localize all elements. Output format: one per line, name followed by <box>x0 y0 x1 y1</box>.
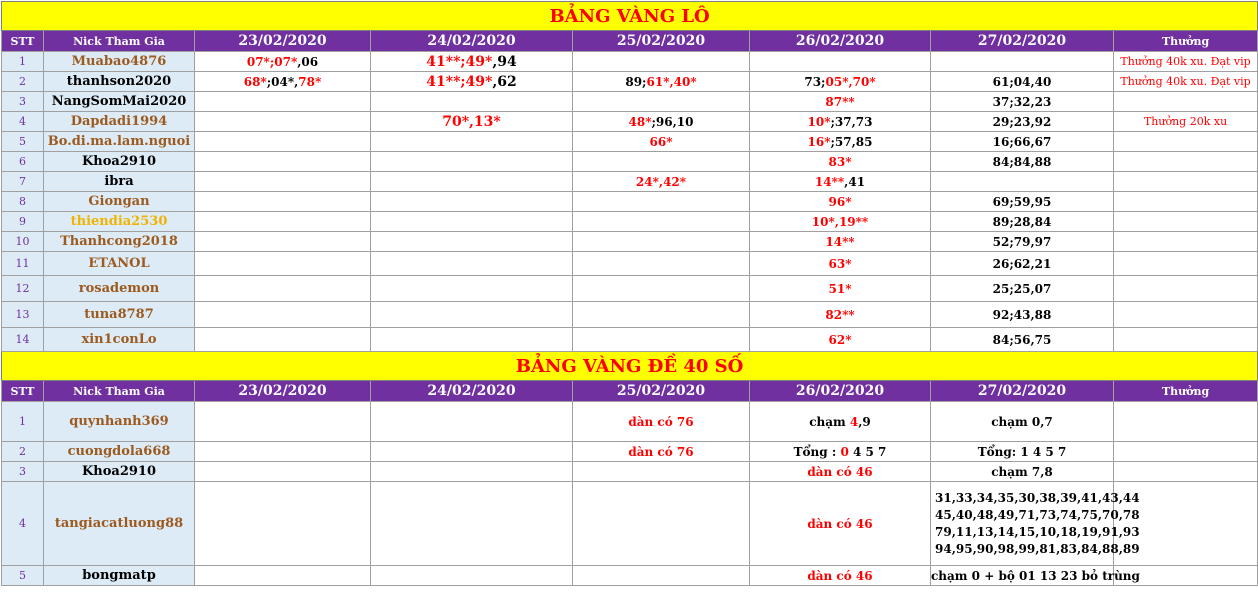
bang-vang-lo-table <box>1 1 1258 586</box>
result-cell-2 <box>371 192 573 212</box>
result-part: ,62 <box>492 73 517 90</box>
result-cell-3 <box>573 252 750 276</box>
result-part: 14** <box>814 174 845 189</box>
row-stt: 4 <box>2 482 44 566</box>
result-part: 4 5 7 <box>848 444 887 459</box>
result-part: 24*,42* <box>635 174 687 189</box>
reward-cell: Thưởng 20k xu <box>1114 112 1258 132</box>
result-cell-1 <box>195 72 371 92</box>
reward-cell: Thưởng 40k xu. Đạt vip <box>1114 72 1258 92</box>
result-cell-2 <box>371 252 573 276</box>
result-cell-3 <box>573 92 750 112</box>
table-row <box>2 276 1258 302</box>
result-cell-3 <box>573 276 750 302</box>
table-row <box>2 212 1258 232</box>
nick-cell: cuongdola668 <box>44 442 195 462</box>
result-cell-2 <box>371 52 573 72</box>
number-line: 45,40,48,49,71,73,74,75,70,78 <box>935 507 1140 522</box>
result-part: 82** <box>825 307 855 322</box>
result-cell-3 <box>573 52 750 72</box>
reward-cell <box>1114 442 1258 462</box>
result-cell-4 <box>750 172 931 192</box>
row-stt: 1 <box>2 52 44 72</box>
table-row <box>2 462 1258 482</box>
result-cell-5: 29;23,92 <box>931 112 1114 132</box>
row-stt: 3 <box>2 462 44 482</box>
result-cell-4 <box>750 192 931 212</box>
header-date-2: 24/02/2020 <box>371 381 573 402</box>
nick-cell: rosademon <box>44 276 195 302</box>
header-stt: STT <box>2 31 44 52</box>
table-row <box>2 52 1258 72</box>
table-row <box>2 172 1258 192</box>
nick-cell: xin1conLo <box>44 328 195 352</box>
result-cell-1 <box>195 232 371 252</box>
result-cell-3 <box>573 152 750 172</box>
nick-cell: Khoa2910 <box>44 152 195 172</box>
result-cell-3 <box>573 402 750 442</box>
table-row <box>2 302 1258 328</box>
row-stt: 13 <box>2 302 44 328</box>
reward-cell <box>1114 328 1258 352</box>
table-row <box>2 112 1258 132</box>
result-cell-2 <box>371 152 573 172</box>
reward-cell <box>1114 92 1258 112</box>
result-part: 66* <box>649 134 673 149</box>
number-line: 94,95,90,98,99,81,83,84,88,89 <box>935 541 1140 556</box>
reward-cell <box>1114 152 1258 172</box>
row-stt: 9 <box>2 212 44 232</box>
result-cell-4 <box>750 212 931 232</box>
result-cell-4 <box>750 232 931 252</box>
result-cell-4 <box>750 112 931 132</box>
result-cell-1 <box>195 402 371 442</box>
result-part: 41**;49* <box>426 73 493 90</box>
result-part: 68* <box>243 74 267 89</box>
result-part: 4 <box>849 414 859 429</box>
result-cell-3 <box>573 172 750 192</box>
reward-cell <box>1114 402 1258 442</box>
result-part: ,9 <box>858 414 871 429</box>
result-part: ;04*, <box>266 74 299 89</box>
table-row <box>2 482 1258 566</box>
result-part: 10* <box>807 114 831 129</box>
result-cell-4 <box>750 152 931 172</box>
result-cell-2 <box>371 92 573 112</box>
result-cell-2 <box>371 212 573 232</box>
result-part: ,06 <box>297 54 319 69</box>
nick-cell: Bo.di.ma.lam.nguoi <box>44 132 195 152</box>
result-cell-4 <box>750 52 931 72</box>
result-cell-5: 61;04,40 <box>931 72 1114 92</box>
row-stt: 4 <box>2 112 44 132</box>
result-cell-3 <box>573 462 750 482</box>
result-part: ;57,85 <box>830 134 873 149</box>
header-date-5: 27/02/2020 <box>931 31 1114 52</box>
result-cell-4 <box>750 276 931 302</box>
result-cell-5 <box>931 52 1114 72</box>
result-cell-5: chạm 7,8 <box>931 462 1114 482</box>
result-cell-1 <box>195 566 371 586</box>
result-cell-5: chạm 0,7 <box>931 402 1114 442</box>
result-cell-4 <box>750 482 931 566</box>
row-stt: 12 <box>2 276 44 302</box>
result-cell-4 <box>750 302 931 328</box>
reward-cell <box>1114 132 1258 152</box>
result-cell-3 <box>573 232 750 252</box>
result-cell-3 <box>573 482 750 566</box>
result-part: dàn có 46 <box>807 516 873 531</box>
reward-cell <box>1114 462 1258 482</box>
result-cell-2 <box>371 232 573 252</box>
result-cell-4 <box>750 132 931 152</box>
table-row <box>2 192 1258 212</box>
row-stt: 14 <box>2 328 44 352</box>
header-date-1: 23/02/2020 <box>195 381 371 402</box>
result-part: 48* <box>628 114 652 129</box>
result-cell-5: 52;79,97 <box>931 232 1114 252</box>
result-cell-4 <box>750 252 931 276</box>
result-cell-3 <box>573 328 750 352</box>
row-stt: 3 <box>2 92 44 112</box>
result-cell-1 <box>195 482 371 566</box>
result-cell-4 <box>750 566 931 586</box>
result-part: 14** <box>825 234 855 249</box>
result-part: 0 <box>840 444 849 459</box>
result-cell-1 <box>195 52 371 72</box>
reward-cell <box>1114 212 1258 232</box>
result-part: ;37,73 <box>830 114 873 129</box>
result-cell-1 <box>195 302 371 328</box>
result-part: 87** <box>825 94 855 109</box>
table-row <box>2 152 1258 172</box>
nick-cell: ibra <box>44 172 195 192</box>
result-cell-5 <box>931 482 1140 566</box>
reward-cell <box>1114 252 1258 276</box>
row-stt: 7 <box>2 172 44 192</box>
header-nick: Nick Tham Gia <box>44 381 195 402</box>
result-cell-3 <box>573 132 750 152</box>
row-stt: 5 <box>2 566 44 586</box>
result-part: ,41 <box>844 174 866 189</box>
header-date-4: 26/02/2020 <box>750 381 931 402</box>
result-cell-3 <box>573 192 750 212</box>
header-date-3: 25/02/2020 <box>573 31 750 52</box>
row-stt: 11 <box>2 252 44 276</box>
nick-cell: bongmatp <box>44 566 195 586</box>
result-cell-1 <box>195 212 371 232</box>
reward-cell <box>1114 232 1258 252</box>
result-cell-1 <box>195 112 371 132</box>
result-cell-4 <box>750 328 931 352</box>
header-nick: Nick Tham Gia <box>44 31 195 52</box>
result-cell-5: 16;66,67 <box>931 132 1114 152</box>
result-cell-5: 69;59,95 <box>931 192 1114 212</box>
result-part: dàn có 76 <box>628 414 694 429</box>
result-cell-2 <box>371 402 573 442</box>
header-date-2: 24/02/2020 <box>371 31 573 52</box>
result-part: ,94 <box>492 53 517 70</box>
result-part: 89; <box>625 74 647 89</box>
result-part: 73; <box>804 74 826 89</box>
result-cell-2 <box>371 302 573 328</box>
table-row <box>2 232 1258 252</box>
result-part: 07*;07* <box>246 54 298 69</box>
result-cell-4 <box>750 442 931 462</box>
result-part: ;96,10 <box>651 114 694 129</box>
result-cell-1 <box>195 172 371 192</box>
result-cell-5: 26;62,21 <box>931 252 1114 276</box>
nick-cell: Khoa2910 <box>44 462 195 482</box>
header-reward: Thưởng <box>1114 31 1258 52</box>
result-cell-1 <box>195 276 371 302</box>
result-cell-2 <box>371 328 573 352</box>
result-cell-4 <box>750 72 931 92</box>
result-cell-1 <box>195 252 371 276</box>
result-cell-2 <box>371 172 573 192</box>
result-cell-2 <box>371 276 573 302</box>
result-part: dàn có 46 <box>807 464 873 479</box>
nick-cell: thiendia2530 <box>44 212 195 232</box>
result-part: chạm <box>809 414 850 429</box>
result-part: 96* <box>828 194 852 209</box>
header-date-5: 27/02/2020 <box>931 381 1114 402</box>
result-cell-4 <box>750 92 931 112</box>
result-cell-1 <box>195 442 371 462</box>
result-cell-3 <box>573 112 750 132</box>
result-cell-5: 25;25,07 <box>931 276 1114 302</box>
result-cell-1 <box>195 92 371 112</box>
result-cell-5: Tổng: 1 4 5 7 <box>931 442 1114 462</box>
result-part: 41**;49* <box>426 53 493 70</box>
result-part: dàn có 46 <box>807 568 873 583</box>
result-cell-4 <box>750 402 931 442</box>
result-part: 83* <box>828 154 852 169</box>
table-row <box>2 442 1258 462</box>
table-row <box>2 72 1258 92</box>
row-stt: 2 <box>2 442 44 462</box>
result-cell-1 <box>195 192 371 212</box>
result-cell-2 <box>371 566 573 586</box>
table-row <box>2 566 1258 586</box>
nick-cell: Giongan <box>44 192 195 212</box>
result-cell-1 <box>195 152 371 172</box>
result-cell-1 <box>195 328 371 352</box>
result-part: 05*,70* <box>825 74 876 89</box>
result-part: 61*,40* <box>646 74 697 89</box>
result-cell-1 <box>195 462 371 482</box>
result-cell-4 <box>750 462 931 482</box>
nick-cell: quynhanh369 <box>44 402 195 442</box>
result-cell-2 <box>371 462 573 482</box>
number-line: 31,33,34,35,30,38,39,41,43,44 <box>935 490 1140 505</box>
table-row <box>2 252 1258 276</box>
row-stt: 6 <box>2 152 44 172</box>
reward-cell <box>1114 302 1258 328</box>
result-cell-1 <box>195 132 371 152</box>
result-part: 10*,19** <box>811 214 869 229</box>
result-cell-3 <box>573 212 750 232</box>
result-cell-2 <box>371 482 573 566</box>
number-line: 79,11,13,14,15,10,18,19,91,93 <box>935 524 1140 539</box>
result-cell-3 <box>573 442 750 462</box>
result-part: 63* <box>828 256 852 271</box>
de-title: BẢNG VÀNG ĐỀ 40 SỐ <box>2 352 1258 381</box>
nick-cell: Thanhcong2018 <box>44 232 195 252</box>
result-cell-2 <box>371 112 573 132</box>
row-stt: 2 <box>2 72 44 92</box>
result-cell-3 <box>573 72 750 92</box>
nick-cell: tuna8787 <box>44 302 195 328</box>
header-date-1: 23/02/2020 <box>195 31 371 52</box>
result-cell-5: 37;32,23 <box>931 92 1114 112</box>
reward-cell: Thưởng 40k xu. Đạt vip <box>1114 52 1258 72</box>
table-row <box>2 132 1258 152</box>
lo-title: BẢNG VÀNG LÔ <box>2 2 1258 31</box>
row-stt: 5 <box>2 132 44 152</box>
result-part: 16* <box>807 134 831 149</box>
row-stt: 10 <box>2 232 44 252</box>
result-part: 78* <box>298 74 322 89</box>
result-cell-3 <box>573 302 750 328</box>
result-cell-5: 92;43,88 <box>931 302 1114 328</box>
nick-cell: Dapdadi1994 <box>44 112 195 132</box>
result-cell-5: 84;56,75 <box>931 328 1114 352</box>
result-part: Tổng : <box>793 444 841 459</box>
row-stt: 1 <box>2 402 44 442</box>
result-cell-5: 89;28,84 <box>931 212 1114 232</box>
result-part: 51* <box>828 281 852 296</box>
nick-cell: ETANOL <box>44 252 195 276</box>
result-part: 70*,13* <box>442 113 501 130</box>
nick-cell: NangSomMai2020 <box>44 92 195 112</box>
row-stt: 8 <box>2 192 44 212</box>
reward-cell <box>1114 276 1258 302</box>
nick-cell: thanhson2020 <box>44 72 195 92</box>
reward-cell <box>1114 172 1258 192</box>
nick-cell: Muabao4876 <box>44 52 195 72</box>
result-cell-5: 84;84,88 <box>931 152 1114 172</box>
header-reward: Thưởng <box>1114 381 1258 402</box>
header-date-3: 25/02/2020 <box>573 381 750 402</box>
nick-cell: tangiacatluong88 <box>44 482 195 566</box>
result-cell-5: chạm 0 + bộ 01 13 23 bỏ trùng <box>931 566 1114 586</box>
result-cell-5 <box>931 172 1114 192</box>
table-row <box>2 402 1258 442</box>
result-cell-2 <box>371 72 573 92</box>
result-cell-2 <box>371 132 573 152</box>
header-stt: STT <box>2 381 44 402</box>
table-row <box>2 92 1258 112</box>
header-date-4: 26/02/2020 <box>750 31 931 52</box>
result-part: dàn có 76 <box>628 444 694 459</box>
result-cell-2 <box>371 442 573 462</box>
reward-cell <box>1114 192 1258 212</box>
result-part: 62* <box>828 332 852 347</box>
table-row <box>2 328 1258 352</box>
result-cell-3 <box>573 566 750 586</box>
